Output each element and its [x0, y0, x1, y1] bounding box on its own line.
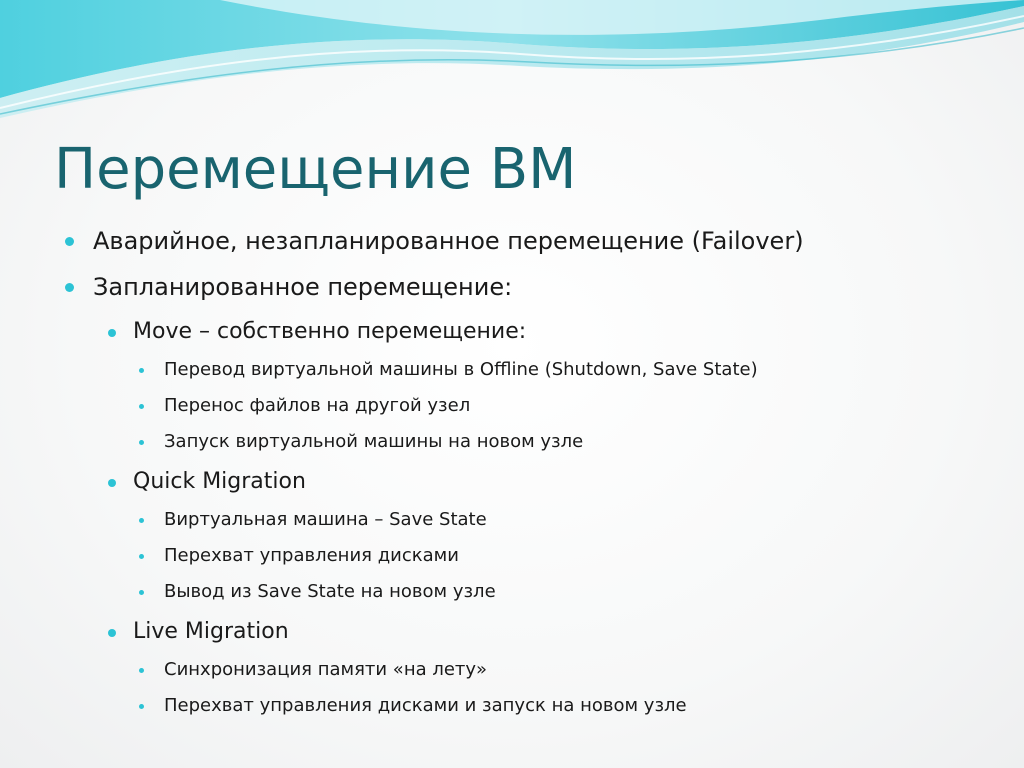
sub-bullet-item — [0, 612, 1024, 652]
bullet-dot-icon — [139, 368, 144, 373]
bullet-dot-icon — [139, 518, 144, 523]
bullet-text: Quick Migration — [133, 469, 306, 494]
sub-bullet-item — [0, 462, 1024, 502]
sub-bullet-item — [0, 312, 1024, 352]
bullet-text: Перехват управления дисками и запуск на новом узле — [164, 695, 687, 716]
bullet-text: Запуск виртуальной машины на новом узле — [164, 431, 584, 452]
bullet-list — [0, 218, 1024, 724]
bullet-text: Перевод виртуальной машины в Offline (Shutdown, Save State) — [164, 359, 758, 380]
bullet-dot-icon — [139, 554, 144, 559]
bullet-dot-icon — [139, 668, 144, 673]
bullet-dot-icon — [139, 404, 144, 409]
sub-sub-bullet-item — [0, 538, 1024, 574]
bullet-text: Запланированное перемещение: — [93, 273, 513, 301]
bullet-text: Перенос файлов на другой узел — [164, 395, 471, 416]
bullet-dot-icon — [108, 629, 116, 637]
bullet-dot-icon — [139, 704, 144, 709]
bullet-dot-icon — [65, 237, 74, 246]
sub-sub-bullet-item — [0, 424, 1024, 460]
bullet-dot-icon — [65, 283, 74, 292]
bullet-text: Синхронизация памяти «на лету» — [164, 659, 488, 680]
bullet-text: Аварийное, незапланированное перемещение (Failover) — [93, 227, 804, 255]
bullet-item — [0, 218, 1024, 264]
bullet-dot-icon — [108, 479, 116, 487]
bullet-dot-icon — [139, 440, 144, 445]
wave-header-decoration — [0, 0, 1024, 120]
slide-title: Перемещение ВМ — [54, 137, 577, 202]
bullet-text: Вывод из Save State на новом узле — [164, 581, 496, 602]
bullet-text: Move – собственно перемещение: — [133, 319, 527, 344]
sub-sub-bullet-item — [0, 388, 1024, 424]
bullet-text: Перехват управления дисками — [164, 545, 459, 566]
bullet-item — [0, 264, 1024, 310]
bullet-text: Live Migration — [133, 619, 289, 644]
bullet-text: Виртуальная машина – Save State — [164, 509, 487, 530]
sub-sub-bullet-item — [0, 652, 1024, 688]
sub-sub-bullet-item — [0, 502, 1024, 538]
bullet-dot-icon — [139, 590, 144, 595]
sub-sub-bullet-item — [0, 352, 1024, 388]
sub-sub-bullet-item — [0, 574, 1024, 610]
sub-sub-bullet-item — [0, 688, 1024, 724]
bullet-dot-icon — [108, 329, 116, 337]
